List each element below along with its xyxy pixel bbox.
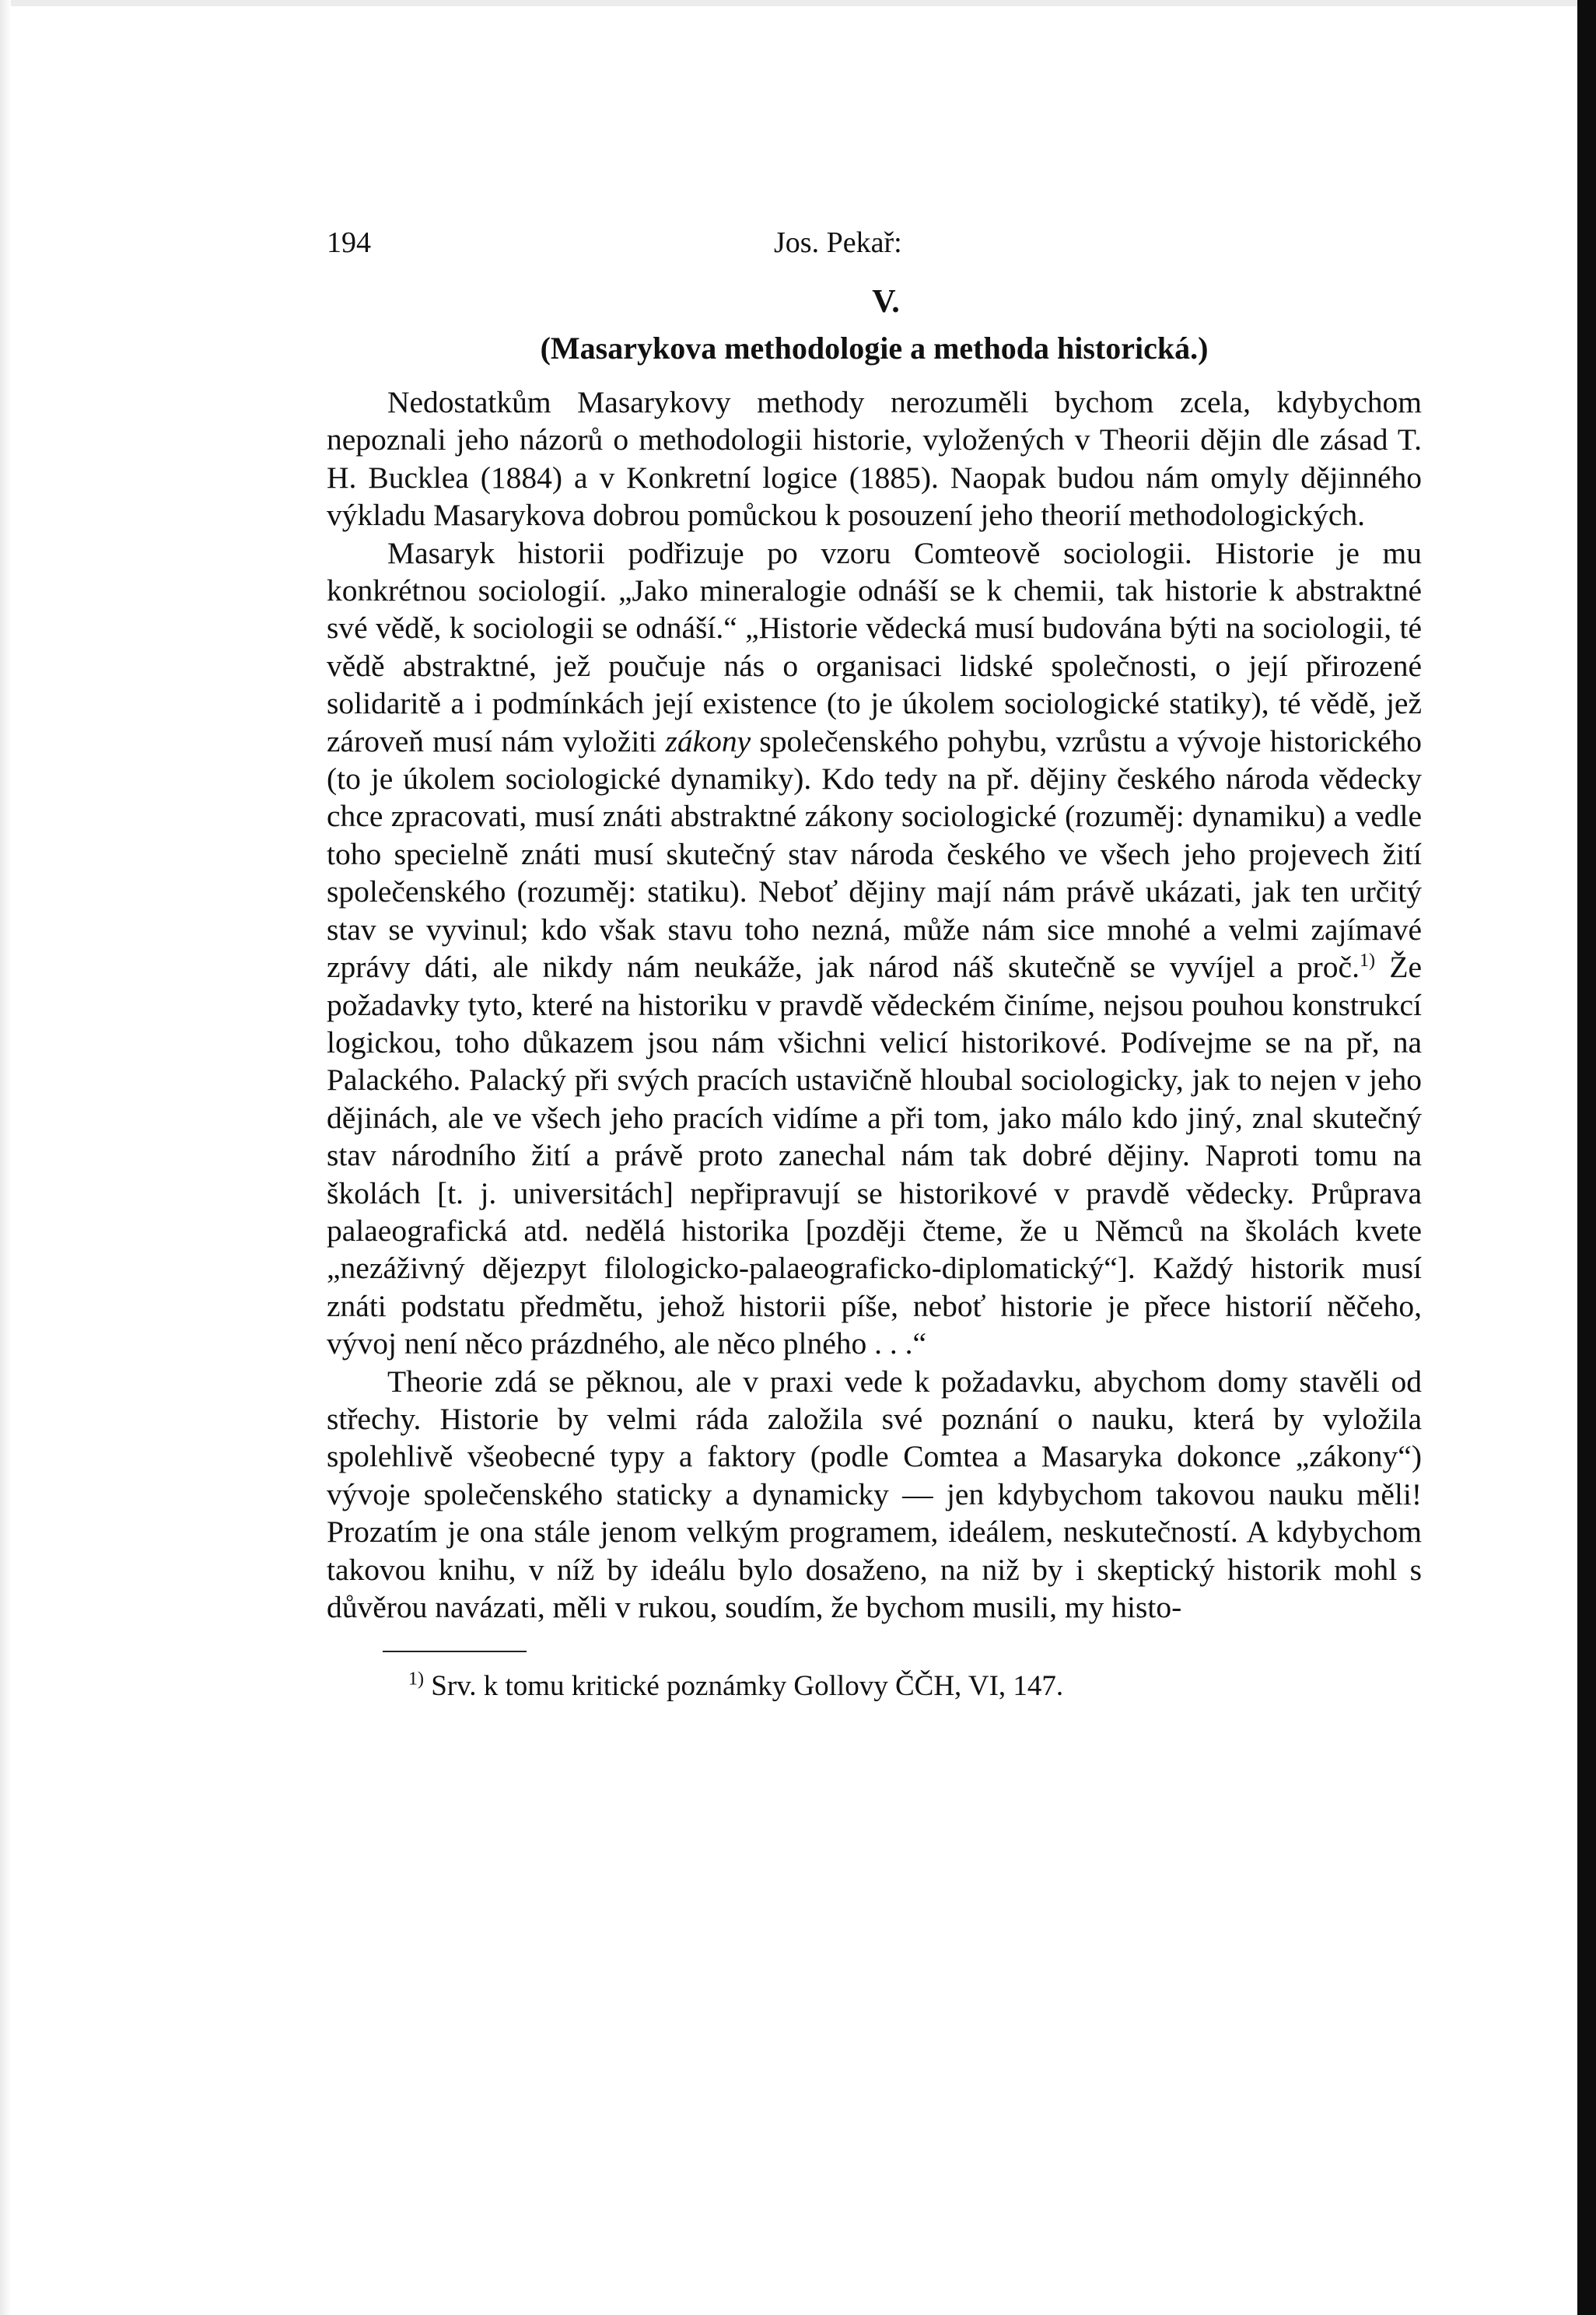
book-page (327, 226, 1422, 1703)
body-text (327, 383, 1422, 1626)
paragraph-1: Nedostatkům Masarykovy methody nerozuměli bychom zcela, kdybychom nepoznali jeho názorů o methodologii historie, vyložených v Theorii dějin dle zásad T. H. Bucklea (1884) a v Konkretní logice (1885). Naopak budou nám omyly dějinného výkladu Masarykova dobrou pomůckou k posouzení jeho theorií methodologických. (327, 385, 1422, 533)
scan-edge-right (1577, 0, 1596, 2315)
scan-edge-top (0, 0, 1596, 6)
paragraph-2-part-3: Že požadavky tyto, které na historiku v pravdě vědeckém činíme, nejsou pouhou konstrukcí logickou, toho důkazem jsou nám všichni velicí historikové. Podívejme se na př, na Palackého. Palacký při svých pracích ustavičně hloubal sociologicky, jak to nejen v jeho dějinách, ale ve všech jeho pracích vidíme a při tom, jako málo kdo jiný, znal skutečný stav národního žití a právě proto zanechal nám tak dobré dějiny. Naproti tomu na školách [t. j. universitách] nepřipravují se historikové v pravdě vědecky. Průprava palaeografická atd. nedělá historika [později čteme, že u Němců na školách kvete „nezáživný dějezpyt filologicko-palaeograficko-diplomatický“]. Každý historik musí znáti podstatu předmětu, jehož historii píše, neboť historie je přece historií něčeho, vývoj není něco prázdného, ale něco plného . . .“ (327, 950, 1422, 1361)
running-head (327, 226, 1422, 269)
footnote-reference: 1) (1359, 950, 1375, 971)
paragraph-2 (327, 534, 1422, 1363)
footnote-rule (383, 1651, 527, 1652)
footnote (408, 1669, 1422, 1703)
paragraph-2-part-2: společenského pohybu, vzrůstu a vývoje historického (to je úkolem sociologické dynamiky). Kdo tedy na př. dějiny českého národa vědecky chce zpracovati, musí znáti abstraktné zákony sociologické (rozuměj: dynamiku) a vedle toho specielně znáti musí skutečný stav národa českého ve všech jeho projevech žití společenského (rozuměj: statiku). Neboť dějiny mají nám právě ukázati, jak ten určitý stav se vyvinul; kdo však stavu toho nezná, může nám sice mnohé a velmi zajímavé zprávy dáti, ale nikdy nám neukáže, jak národ náš skutečně se vyvíjel a proč. (327, 723, 1422, 985)
paragraph-3: Theorie zdá se pěknou, ale v praxi vede k požadavku, abychom domy stavěli od střechy. Historie by velmi ráda založila své poznání o nauku, která by vyložila spolehlivě všeobecné typy a faktory (podle Comtea a Masaryka dokonce „zákony“) vývoje společenského staticky a dynamicky — jen kdybychom takovou nauku měli! Prozatím je ona stále jenom velkým programem, ideálem, neskutečností. A kdybychom takovou knihu, v níž by ideálu bylo dosaženo, na niž by i skeptický historik mohl s důvěrou navázati, měli v rukou, soudím, že bychom musili, my histo- (327, 1364, 1422, 1624)
emphasis-zakony: zákony (665, 723, 751, 758)
section-number: V. (872, 284, 900, 320)
running-title: Jos. Pekař: (774, 226, 902, 259)
scan-edge-left (0, 0, 11, 2315)
section-title: (Masarykova methodologie a methoda historická.) (540, 331, 1209, 366)
paragraph-2-part-1: Masaryk historii podřizuje po vzoru Comteově sociologii. Historie je mu konkrétnou sociologií. „Jako mineralogie odnáší se k chemii, tak historie k abstraktné své vědě, k sociologii se odnáší.“ „Historie vědecká musí budována býti na sociologii, té vědě abstraktné, jež poučuje nás o organisaci lidské společnosti, o její přirozené solidaritě a i podmínkách její existence (to je úkolem sociologické statiky), té vědě, jež zároveň musí nám vyložiti (327, 535, 1422, 758)
footnote-text: Srv. k tomu kritické poznámky Gollovy ČČH, VI, 147. (431, 1670, 1064, 1703)
footnote-marker: 1) (408, 1669, 424, 1690)
page-number: 194 (327, 226, 371, 259)
